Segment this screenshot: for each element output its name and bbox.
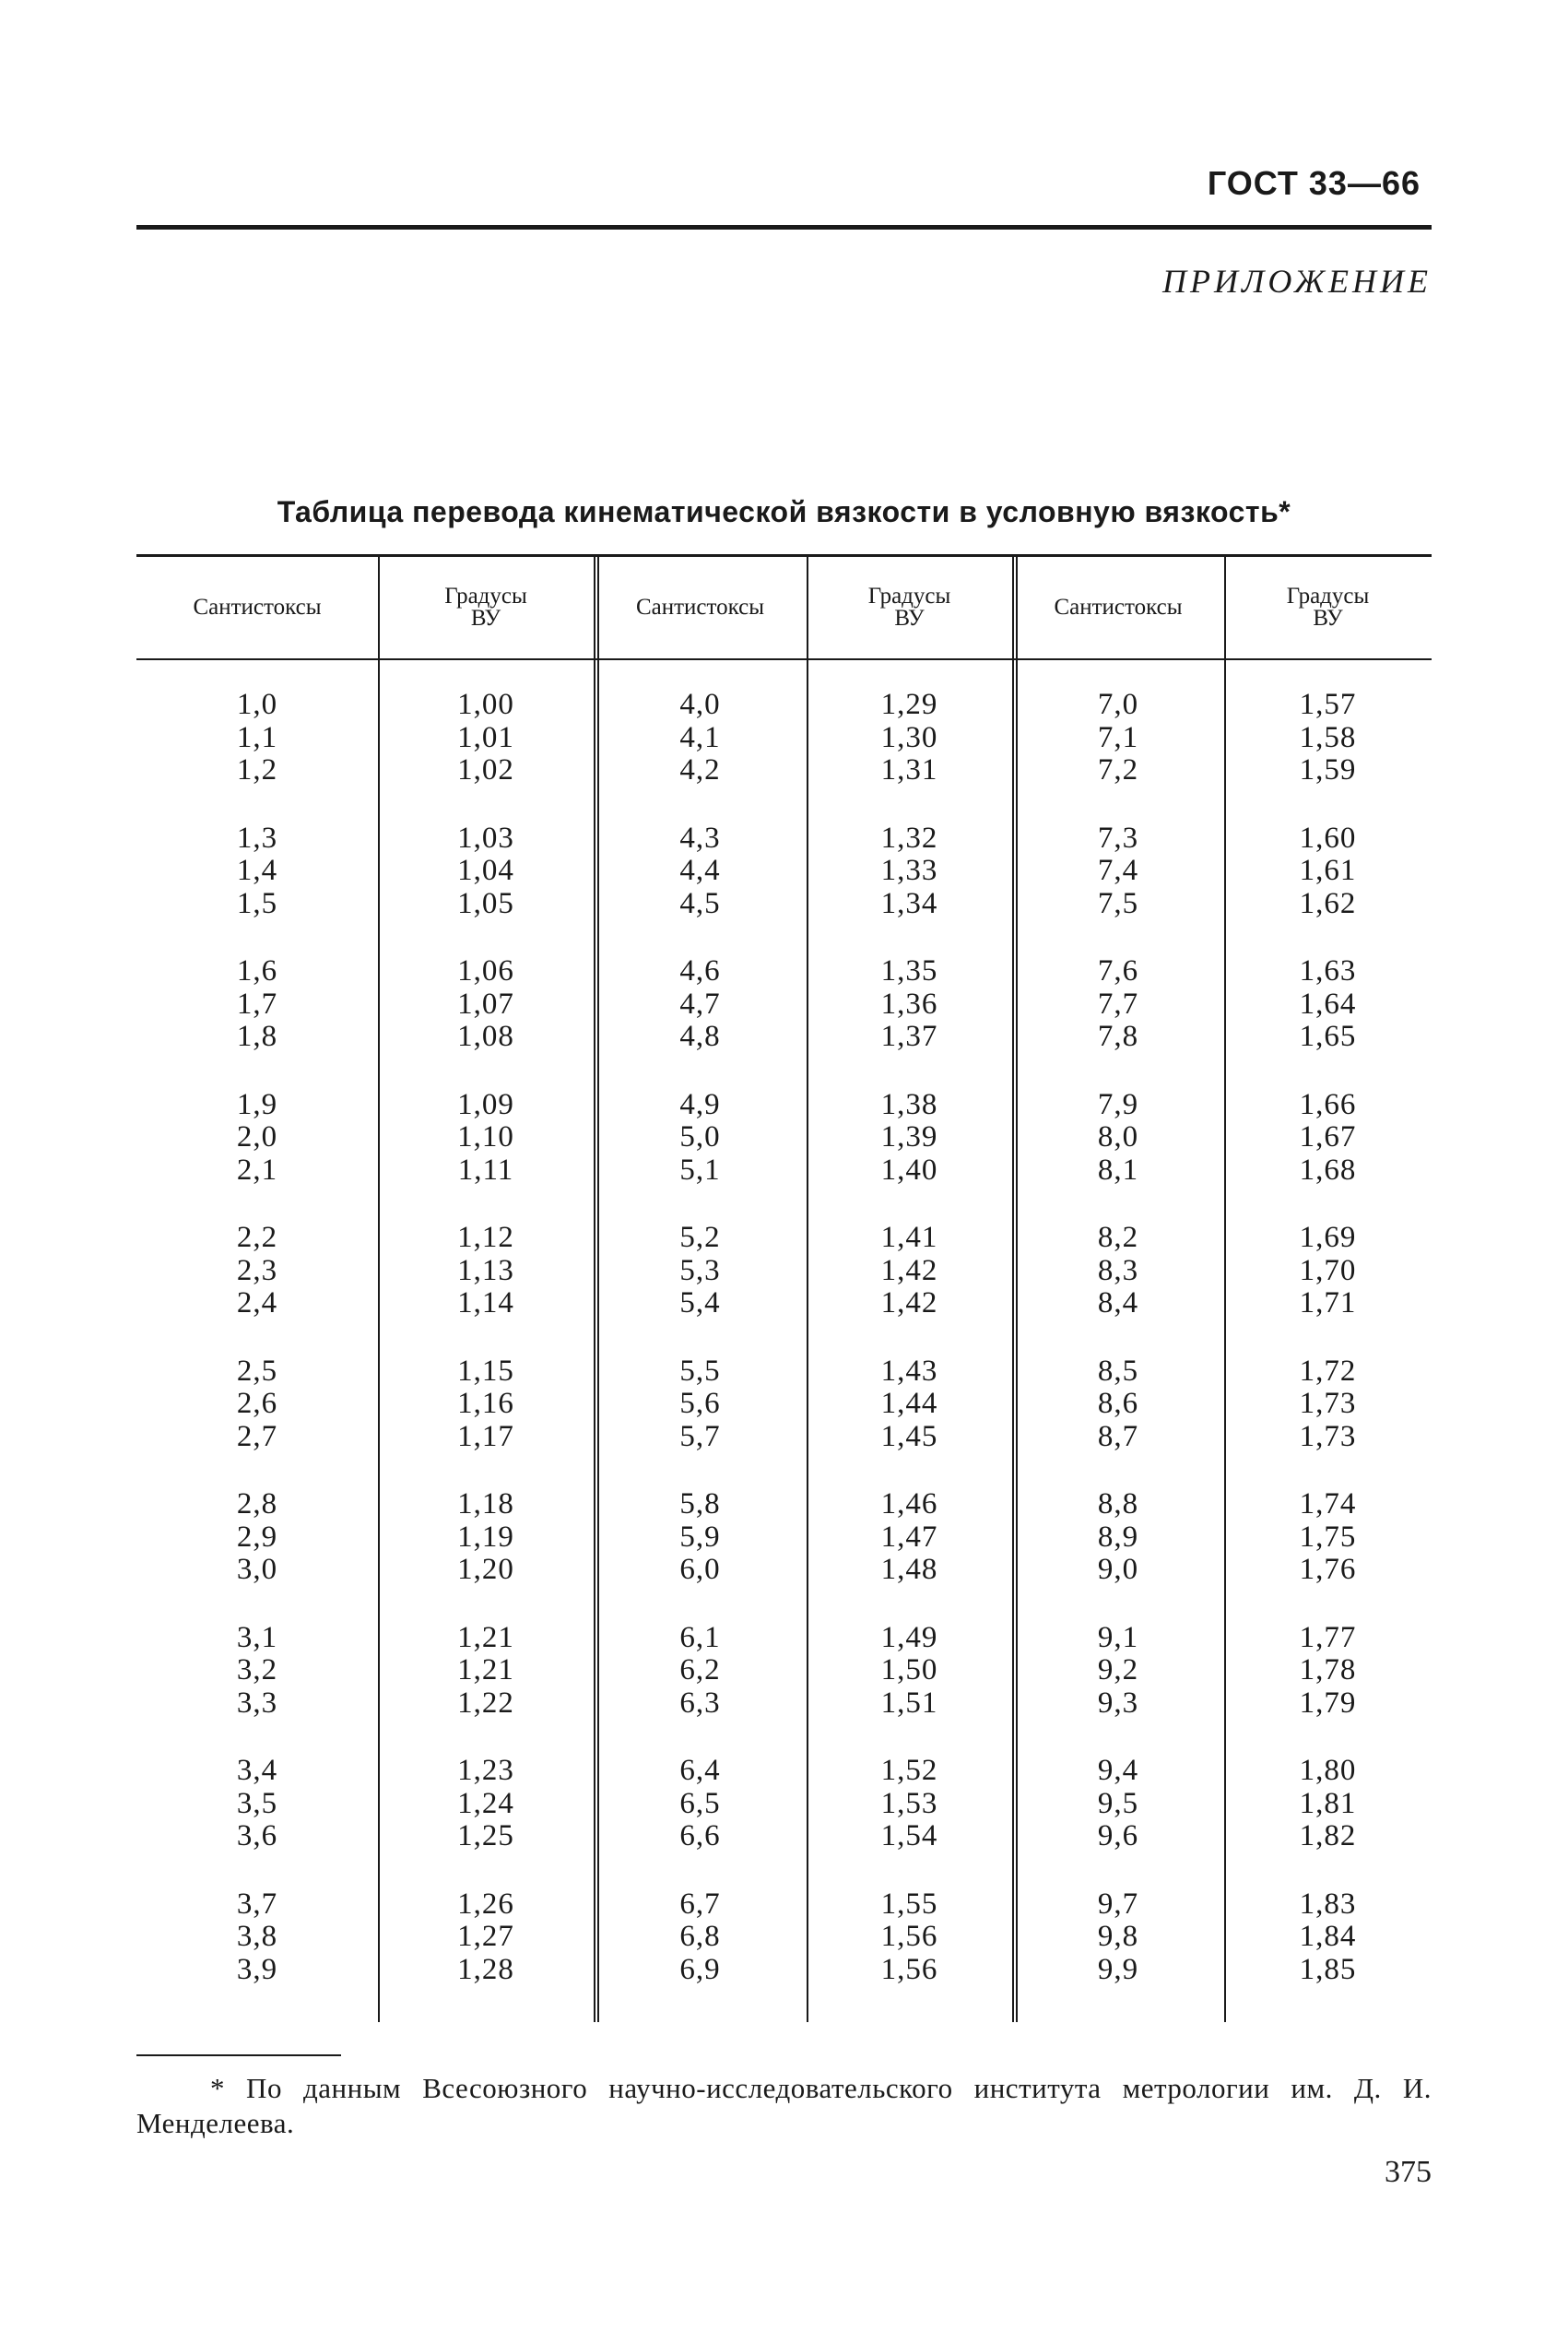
table-cell: 4,8 — [679, 1020, 721, 1053]
table-cell: 1,71 — [1299, 1286, 1357, 1319]
row-group — [881, 1355, 938, 1454]
table-cell: 5,5 — [679, 1354, 721, 1388]
table-cell: 8,2 — [1097, 1221, 1139, 1254]
table-cell: 7,4 — [1097, 854, 1139, 887]
table-cell: 6,8 — [679, 1920, 721, 1953]
table-cell: 6,9 — [679, 1952, 721, 1986]
appendix-label: ПРИЛОЖЕНИЕ — [1162, 263, 1432, 300]
table-cell: 1,73 — [1299, 1387, 1357, 1420]
table-cell: 2,9 — [236, 1520, 278, 1554]
table-cell: 1,0 — [236, 688, 278, 721]
row-group — [881, 822, 938, 921]
column-degrees-3 — [1224, 689, 1432, 2021]
table-cell: 1,13 — [457, 1253, 514, 1287]
table-cell: 1,80 — [1299, 1754, 1357, 1787]
table-cell: 1,47 — [880, 1520, 938, 1554]
table-cell: 1,4 — [236, 854, 278, 887]
row-group — [237, 1622, 277, 1721]
row-group — [457, 1488, 514, 1587]
header-degrees-line2: ВУ — [470, 606, 501, 631]
table-cell: 1,26 — [457, 1887, 514, 1921]
table-cell: 2,0 — [236, 1120, 278, 1154]
row-group — [881, 689, 938, 787]
table-cell: 6,5 — [679, 1786, 721, 1820]
header-centistokes-3: Сантистоксы — [1054, 595, 1183, 620]
table-cell: 3,4 — [236, 1754, 278, 1787]
row-group — [1098, 689, 1138, 787]
table-cell: 3,5 — [236, 1786, 278, 1820]
table-cell: 4,5 — [679, 886, 721, 920]
row-group — [1098, 1089, 1138, 1188]
conversion-table — [136, 554, 1432, 2022]
table-cell: 5,4 — [679, 1286, 721, 1319]
row-group — [679, 955, 720, 1054]
row-group — [1300, 689, 1357, 787]
row-group — [1300, 1622, 1357, 1721]
table-cell: 5,2 — [679, 1221, 721, 1254]
table-cell: 3,6 — [236, 1819, 278, 1852]
header-degrees-line1: Градусы — [867, 584, 951, 609]
table-cell: 4,2 — [679, 753, 721, 787]
table-cell: 4,3 — [679, 821, 721, 855]
table-cell: 5,1 — [679, 1153, 721, 1187]
row-group — [1300, 822, 1357, 921]
table-cell: 9,6 — [1097, 1819, 1139, 1852]
row-group — [1098, 1222, 1138, 1320]
table-cell: 1,70 — [1299, 1253, 1357, 1287]
table-cell: 3,1 — [236, 1620, 278, 1654]
table-cell: 1,42 — [880, 1253, 938, 1287]
table-cell: 1,33 — [880, 854, 938, 887]
table-cell: 1,83 — [1299, 1887, 1357, 1921]
row-group — [1300, 1089, 1357, 1188]
table-cell: 9,7 — [1097, 1887, 1139, 1921]
row-group — [881, 1222, 938, 1320]
row-group — [679, 1622, 720, 1721]
header-degrees-line2: ВУ — [1313, 606, 1343, 631]
table-cell: 1,2 — [236, 753, 278, 787]
table-cell: 5,0 — [679, 1120, 721, 1154]
table-cell: 9,0 — [1097, 1553, 1139, 1586]
table-cell: 7,1 — [1097, 720, 1139, 754]
row-group — [457, 1222, 514, 1320]
table-cell: 1,56 — [880, 1920, 938, 1953]
table-cell: 2,6 — [236, 1387, 278, 1420]
header-degrees-2 — [807, 557, 1012, 658]
row-group — [679, 1355, 720, 1454]
page-number: 375 — [1385, 2155, 1432, 2189]
table-cell: 7,6 — [1097, 954, 1139, 988]
table-cell: 4,9 — [679, 1087, 721, 1121]
row-group — [881, 1089, 938, 1188]
row-group — [679, 1089, 720, 1188]
row-group — [1300, 955, 1357, 1054]
table-cell: 2,7 — [236, 1419, 278, 1453]
table-cell: 1,85 — [1299, 1952, 1357, 1986]
table-cell: 4,7 — [679, 987, 721, 1021]
table-cell: 2,4 — [236, 1286, 278, 1319]
table-cell: 9,4 — [1097, 1754, 1139, 1787]
table-cell: 5,8 — [679, 1487, 721, 1520]
table-cell: 1,36 — [880, 987, 938, 1021]
row-group — [457, 1755, 514, 1853]
row-group — [1098, 1488, 1138, 1587]
table-cell: 8,3 — [1097, 1253, 1139, 1287]
table-cell: 1,67 — [1299, 1120, 1357, 1154]
column-degrees-2 — [807, 689, 1012, 2021]
table-cell: 1,73 — [1299, 1419, 1357, 1453]
table-cell: 1,50 — [880, 1653, 938, 1686]
table-cell: 1,11 — [457, 1153, 514, 1187]
table-cell: 1,77 — [1299, 1620, 1357, 1654]
header-degrees-line1: Градусы — [444, 584, 527, 609]
row-group — [1098, 955, 1138, 1054]
table-cell: 1,62 — [1299, 886, 1357, 920]
table-cell: 1,78 — [1299, 1653, 1357, 1686]
table-cell: 1,22 — [457, 1686, 514, 1720]
table-cell: 1,61 — [1299, 854, 1357, 887]
row-group — [457, 689, 514, 787]
row-group — [679, 1488, 720, 1587]
header-centistokes-2: Сантистоксы — [635, 595, 765, 620]
table-cell: 1,23 — [457, 1754, 514, 1787]
row-group — [237, 1355, 277, 1454]
table-cell: 1,10 — [457, 1120, 514, 1154]
table-cell: 1,35 — [880, 954, 938, 988]
row-group — [881, 1755, 938, 1853]
row-group — [237, 955, 277, 1054]
table-cell: 5,3 — [679, 1253, 721, 1287]
table-cell: 1,34 — [880, 886, 938, 920]
table-cell: 2,3 — [236, 1253, 278, 1287]
row-group — [1300, 1755, 1357, 1853]
table-cell: 1,42 — [880, 1286, 938, 1319]
table-cell: 5,9 — [679, 1520, 721, 1554]
row-group — [457, 822, 514, 921]
row-group — [237, 689, 277, 787]
table-cell: 1,69 — [1299, 1221, 1357, 1254]
table-cell: 1,44 — [880, 1387, 938, 1420]
table-cell: 1,55 — [880, 1887, 938, 1921]
row-group — [1098, 1622, 1138, 1721]
header-centistokes-1: Сантистоксы — [193, 595, 322, 620]
row-group — [457, 955, 514, 1054]
table-cell: 1,45 — [880, 1419, 938, 1453]
table-cell: 1,51 — [880, 1686, 938, 1720]
table-cell: 1,7 — [236, 987, 278, 1021]
table-cell: 1,03 — [457, 821, 514, 855]
table-cell: 1,48 — [880, 1553, 938, 1586]
table-cell: 1,64 — [1299, 987, 1357, 1021]
row-group — [237, 1888, 277, 1987]
table-cell: 1,3 — [236, 821, 278, 855]
row-group — [457, 1622, 514, 1721]
table-cell: 1,07 — [457, 987, 514, 1021]
table-cell: 1,46 — [880, 1487, 938, 1520]
row-group — [679, 822, 720, 921]
row-group — [1300, 1888, 1357, 1987]
table-cell: 8,4 — [1097, 1286, 1139, 1319]
table-cell: 1,39 — [880, 1120, 938, 1154]
column-centistokes-3 — [1012, 689, 1224, 2021]
table-cell: 1,6 — [236, 954, 278, 988]
table-cell: 1,38 — [880, 1087, 938, 1121]
table-cell: 1,02 — [457, 753, 514, 787]
table-cell: 9,2 — [1097, 1653, 1139, 1686]
table-cell: 7,0 — [1097, 688, 1139, 721]
table-cell: 6,0 — [679, 1553, 721, 1586]
header-degrees-line1: Градусы — [1286, 584, 1370, 609]
table-cell: 6,7 — [679, 1887, 721, 1921]
table-cell: 1,15 — [457, 1354, 514, 1388]
table-cell: 1,66 — [1299, 1087, 1357, 1121]
row-group — [457, 1355, 514, 1454]
table-cell: 1,31 — [880, 753, 938, 787]
table-cell: 2,5 — [236, 1354, 278, 1388]
row-group — [237, 1488, 277, 1587]
table-cell: 1,1 — [236, 720, 278, 754]
footnote-rule — [136, 2054, 341, 2056]
table-cell: 1,81 — [1299, 1786, 1357, 1820]
table-cell: 7,3 — [1097, 821, 1139, 855]
table-cell: 1,16 — [457, 1387, 514, 1420]
table-cell: 1,01 — [457, 720, 514, 754]
table-cell: 1,75 — [1299, 1520, 1357, 1554]
row-group — [1300, 1355, 1357, 1454]
table-cell: 1,09 — [457, 1087, 514, 1121]
table-cell: 1,05 — [457, 886, 514, 920]
row-group — [881, 1622, 938, 1721]
table-body — [136, 689, 1432, 2021]
row-group — [1098, 1755, 1138, 1853]
table-cell: 3,3 — [236, 1686, 278, 1720]
table-cell: 6,1 — [679, 1620, 721, 1654]
standard-number: ГОСТ 33—66 — [1207, 164, 1421, 202]
table-cell: 1,72 — [1299, 1354, 1357, 1388]
table-cell: 8,6 — [1097, 1387, 1139, 1420]
header-degrees-line2: ВУ — [894, 606, 925, 631]
table-cell: 1,14 — [457, 1286, 514, 1319]
table-cell: 9,1 — [1097, 1620, 1139, 1654]
row-group — [679, 1755, 720, 1853]
table-cell: 4,6 — [679, 954, 721, 988]
table-cell: 1,21 — [457, 1620, 514, 1654]
table-cell: 1,8 — [236, 1020, 278, 1053]
table-cell: 7,5 — [1097, 886, 1139, 920]
table-cell: 1,79 — [1299, 1686, 1357, 1720]
table-cell: 1,32 — [880, 821, 938, 855]
column-centistokes-2 — [594, 689, 807, 2021]
table-cell: 8,9 — [1097, 1520, 1139, 1554]
row-group — [679, 1222, 720, 1320]
table-cell: 8,1 — [1097, 1153, 1139, 1187]
row-group — [679, 1888, 720, 1987]
table-cell: 1,04 — [457, 854, 514, 887]
table-cell: 1,84 — [1299, 1920, 1357, 1953]
table-cell: 8,0 — [1097, 1120, 1139, 1154]
table-cell: 1,57 — [1299, 688, 1357, 721]
column-degrees-1 — [378, 689, 594, 2021]
row-group — [1098, 822, 1138, 921]
table-cell: 1,5 — [236, 886, 278, 920]
table-cell: 1,49 — [880, 1620, 938, 1654]
header-rule — [136, 225, 1432, 230]
table-cell: 1,43 — [880, 1354, 938, 1388]
table-cell: 3,9 — [236, 1952, 278, 1986]
table-cell: 1,9 — [236, 1087, 278, 1121]
table-cell: 6,4 — [679, 1754, 721, 1787]
row-group — [881, 1488, 938, 1587]
header-degrees-1 — [378, 557, 594, 658]
table-cell: 1,60 — [1299, 821, 1357, 855]
header-degrees-3 — [1224, 557, 1432, 658]
table-cell: 1,27 — [457, 1920, 514, 1953]
row-group — [457, 1089, 514, 1188]
table-cell: 1,08 — [457, 1020, 514, 1053]
row-group — [1300, 1222, 1357, 1320]
table-cell: 1,20 — [457, 1553, 514, 1586]
table-cell: 9,3 — [1097, 1686, 1139, 1720]
table-cell: 1,58 — [1299, 720, 1357, 754]
table-cell: 1,54 — [880, 1819, 938, 1852]
footnote: * По данным Всесоюзного научно-исследовательского института метрологии им. Д. И. Менделеева. — [136, 2072, 1432, 2139]
table-cell: 3,0 — [236, 1553, 278, 1586]
table-cell: 9,8 — [1097, 1920, 1139, 1953]
row-group — [237, 1755, 277, 1853]
row-group — [237, 1089, 277, 1188]
table-cell: 1,53 — [880, 1786, 938, 1820]
table-cell: 5,7 — [679, 1419, 721, 1453]
table-cell: 1,18 — [457, 1487, 514, 1520]
row-group — [679, 689, 720, 787]
row-group — [1300, 1488, 1357, 1587]
row-group — [1098, 1355, 1138, 1454]
table-cell: 8,7 — [1097, 1419, 1139, 1453]
row-group — [237, 1222, 277, 1320]
table-cell: 4,0 — [679, 688, 721, 721]
table-cell: 1,82 — [1299, 1819, 1357, 1852]
table-cell: 5,6 — [679, 1387, 721, 1420]
table-cell: 1,17 — [457, 1419, 514, 1453]
table-cell: 1,65 — [1299, 1020, 1357, 1053]
table-cell: 2,2 — [236, 1221, 278, 1254]
table-cell: 6,6 — [679, 1819, 721, 1852]
table-cell: 1,29 — [880, 688, 938, 721]
table-cell: 1,76 — [1299, 1553, 1357, 1586]
table-cell: 9,5 — [1097, 1786, 1139, 1820]
table-cell: 1,00 — [457, 688, 514, 721]
table-cell: 1,12 — [457, 1221, 514, 1254]
table-cell: 1,68 — [1299, 1153, 1357, 1187]
row-group — [237, 822, 277, 921]
table-cell: 6,2 — [679, 1653, 721, 1686]
table-header-row — [136, 557, 1432, 658]
table-cell: 1,41 — [880, 1221, 938, 1254]
table-cell: 1,52 — [880, 1754, 938, 1787]
table-cell: 4,1 — [679, 720, 721, 754]
table-cell: 1,25 — [457, 1819, 514, 1852]
table-cell: 1,63 — [1299, 954, 1357, 988]
table-cell: 8,5 — [1097, 1354, 1139, 1388]
row-group — [1098, 1888, 1138, 1987]
table-cell: 1,56 — [880, 1952, 938, 1986]
row-group — [881, 955, 938, 1054]
table-cell: 9,9 — [1097, 1952, 1139, 1986]
table-cell: 7,8 — [1097, 1020, 1139, 1053]
table-cell: 1,74 — [1299, 1487, 1357, 1520]
table-cell: 2,8 — [236, 1487, 278, 1520]
table-title: Таблица перевода кинематической вязкости в условную вязкость* — [277, 495, 1291, 528]
table-cell: 3,8 — [236, 1920, 278, 1953]
table-cell: 4,4 — [679, 854, 721, 887]
table-cell: 1,19 — [457, 1520, 514, 1554]
table-cell: 1,24 — [457, 1786, 514, 1820]
table-cell: 1,06 — [457, 954, 514, 988]
table-cell: 2,1 — [236, 1153, 278, 1187]
column-centistokes-1 — [136, 689, 378, 2021]
table-cell: 1,59 — [1299, 753, 1357, 787]
table-cell: 1,37 — [880, 1020, 938, 1053]
table-cell: 1,30 — [880, 720, 938, 754]
row-group — [457, 1888, 514, 1987]
table-header-rule — [136, 658, 1432, 660]
table-cell: 6,3 — [679, 1686, 721, 1720]
table-cell: 7,9 — [1097, 1087, 1139, 1121]
table-cell: 7,2 — [1097, 753, 1139, 787]
table-cell: 1,28 — [457, 1952, 514, 1986]
table-cell: 7,7 — [1097, 987, 1139, 1021]
table-cell: 1,40 — [880, 1153, 938, 1187]
table-cell: 3,7 — [236, 1887, 278, 1921]
row-group — [881, 1888, 938, 1987]
table-cell: 3,2 — [236, 1653, 278, 1686]
table-cell: 1,21 — [457, 1653, 514, 1686]
table-cell: 8,8 — [1097, 1487, 1139, 1520]
